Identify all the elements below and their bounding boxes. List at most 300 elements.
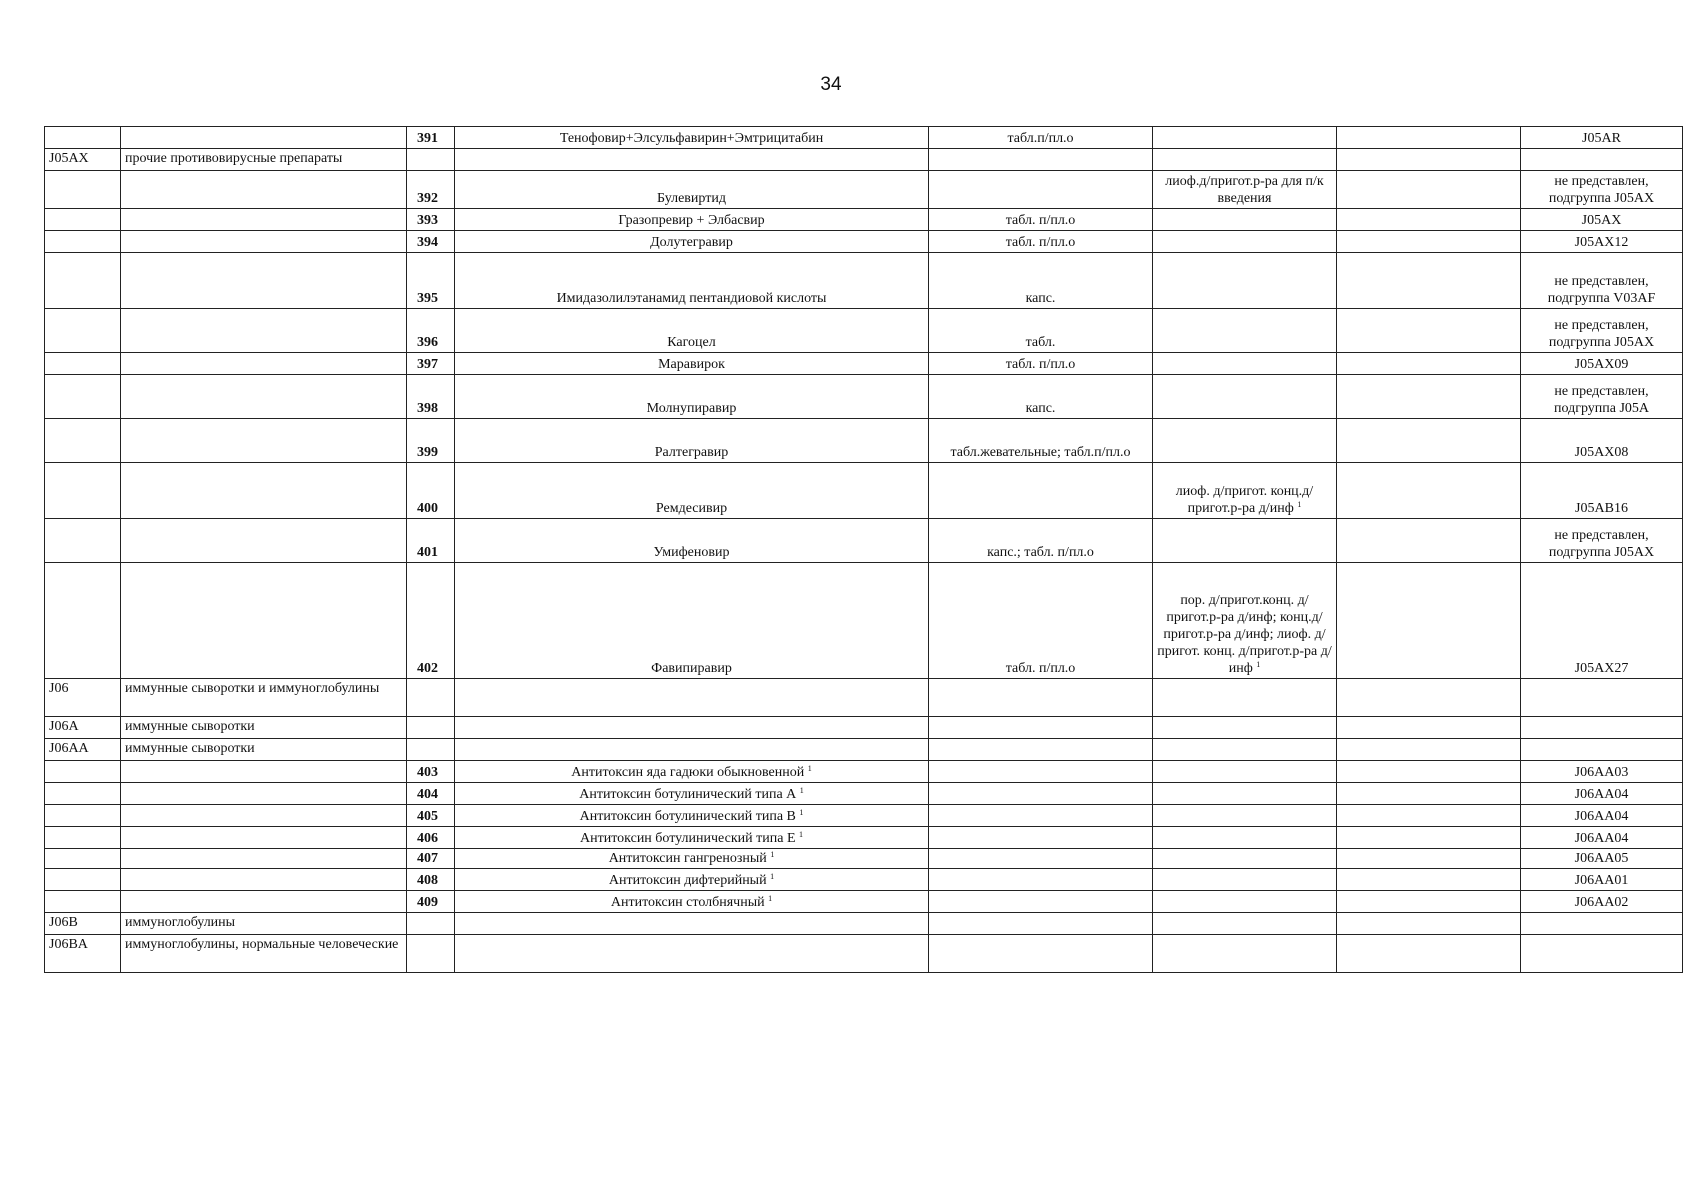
atx-text: J05AB16 (1575, 501, 1628, 516)
cell-code (45, 309, 121, 353)
cell-extra (1337, 171, 1521, 209)
cell-num (407, 805, 455, 827)
cell-name (455, 463, 929, 519)
cell-atx (1521, 805, 1683, 827)
atx-text: J05AX08 (1574, 445, 1629, 460)
cell-atx (1521, 171, 1683, 209)
group-text: иммунные сыворотки (125, 741, 255, 756)
cell-form2 (1153, 519, 1337, 563)
footnote-marker: 1 (770, 872, 775, 881)
cell-num (407, 783, 455, 805)
name-text: Кагоцел (667, 335, 716, 350)
cell-name (455, 739, 929, 761)
form-text: табл.п/пл.о (1007, 131, 1074, 146)
cell-form2 (1153, 739, 1337, 761)
cell-group (121, 717, 407, 739)
footnote-marker: 1 (768, 894, 773, 903)
name-text: Антитоксин столбнячный (610, 895, 765, 910)
cell-num (407, 127, 455, 149)
cell-atx (1521, 375, 1683, 419)
footnote-marker: 1 (799, 786, 804, 795)
cell-form (929, 563, 1153, 679)
cell-code (45, 563, 121, 679)
cell-form (929, 149, 1153, 171)
cell-form (929, 209, 1153, 231)
table-row (45, 209, 1683, 231)
code-text: J06B (49, 915, 78, 930)
cell-num (407, 253, 455, 309)
cell-form2 (1153, 309, 1337, 353)
cell-extra (1337, 231, 1521, 253)
cell-name (455, 717, 929, 739)
footnote-marker: 1 (1297, 500, 1302, 509)
num-text: 392 (417, 191, 438, 206)
cell-name (455, 913, 929, 935)
cell-num (407, 149, 455, 171)
cell-form (929, 171, 1153, 209)
cell-code (45, 717, 121, 739)
atx-text: J05AR (1582, 131, 1621, 146)
cell-atx (1521, 891, 1683, 913)
cell-extra (1337, 127, 1521, 149)
table-row (45, 519, 1683, 563)
num-text: 400 (417, 501, 438, 516)
group-text: иммуноглобулины (125, 915, 236, 930)
cell-form2 (1153, 679, 1337, 717)
cell-form (929, 739, 1153, 761)
cell-extra (1337, 717, 1521, 739)
cell-form (929, 869, 1153, 891)
cell-num (407, 913, 455, 935)
cell-num (407, 869, 455, 891)
group-text: иммуноглобулины, нормальные человеческие (125, 937, 399, 952)
table-row (45, 149, 1683, 171)
name-text: Антитоксин ботулинический типа В (579, 809, 796, 824)
cell-form2 (1153, 127, 1337, 149)
cell-name (455, 679, 929, 717)
cell-code (45, 869, 121, 891)
cell-atx (1521, 827, 1683, 849)
group-text: иммунные сыворотки и иммуноглобулины (125, 681, 380, 696)
cell-atx (1521, 563, 1683, 679)
cell-code (45, 419, 121, 463)
cell-atx (1521, 253, 1683, 309)
cell-atx (1521, 869, 1683, 891)
name-text: Имидазолилэтанамид пентандиовой кислоты (556, 291, 827, 306)
cell-group (121, 253, 407, 309)
cell-group (121, 231, 407, 253)
cell-name (455, 827, 929, 849)
table-body (45, 127, 1683, 973)
table-row (45, 761, 1683, 783)
cell-extra (1337, 739, 1521, 761)
cell-code (45, 149, 121, 171)
cell-group (121, 309, 407, 353)
num-text: 393 (417, 213, 438, 228)
cell-num (407, 827, 455, 849)
cell-num (407, 419, 455, 463)
cell-atx (1521, 127, 1683, 149)
cell-extra (1337, 827, 1521, 849)
cell-num (407, 463, 455, 519)
name-text: Ремдесивир (655, 501, 728, 516)
cell-extra (1337, 519, 1521, 563)
cell-group (121, 869, 407, 891)
cell-form (929, 309, 1153, 353)
num-text: 403 (417, 765, 438, 780)
table-row (45, 849, 1683, 869)
cell-group (121, 739, 407, 761)
cell-num (407, 171, 455, 209)
cell-code (45, 519, 121, 563)
cell-group (121, 783, 407, 805)
cell-form (929, 231, 1153, 253)
table-row (45, 127, 1683, 149)
cell-form (929, 679, 1153, 717)
cell-atx (1521, 463, 1683, 519)
atx-text: не представлен, подгруппа J05A (1553, 384, 1650, 416)
name-text: Ралтегравир (654, 445, 729, 460)
cell-form2 (1153, 253, 1337, 309)
cell-extra (1337, 805, 1521, 827)
cell-group (121, 827, 407, 849)
cell-form2 (1153, 761, 1337, 783)
cell-extra (1337, 463, 1521, 519)
num-text: 399 (417, 445, 438, 460)
cell-form2 (1153, 171, 1337, 209)
cell-code (45, 913, 121, 935)
table-row (45, 679, 1683, 717)
num-text: 405 (417, 809, 438, 824)
cell-group (121, 935, 407, 973)
cell-code (45, 827, 121, 849)
cell-form2 (1153, 935, 1337, 973)
cell-group (121, 805, 407, 827)
cell-group (121, 891, 407, 913)
num-text: 396 (417, 335, 438, 350)
cell-atx (1521, 309, 1683, 353)
cell-num (407, 679, 455, 717)
cell-group (121, 563, 407, 679)
cell-num (407, 519, 455, 563)
atx-text: J05AX (1581, 213, 1622, 228)
cell-num (407, 849, 455, 869)
cell-atx (1521, 149, 1683, 171)
name-text: Долутегравир (650, 235, 733, 250)
cell-name (455, 761, 929, 783)
cell-atx (1521, 353, 1683, 375)
atx-text: не представлен, подгруппа J05AX (1548, 174, 1655, 206)
atx-text: не представлен, подгруппа J05AX (1548, 318, 1655, 350)
cell-form (929, 805, 1153, 827)
cell-form2 (1153, 209, 1337, 231)
cell-code (45, 935, 121, 973)
cell-name (455, 849, 929, 869)
cell-form (929, 891, 1153, 913)
name-text: Антитоксин ботулинический типа Е (580, 831, 796, 846)
cell-atx (1521, 419, 1683, 463)
code-text: J06 (49, 681, 69, 696)
cell-form2 (1153, 849, 1337, 869)
cell-atx (1521, 739, 1683, 761)
cell-form (929, 827, 1153, 849)
cell-form2 (1153, 805, 1337, 827)
cell-name (455, 891, 929, 913)
cell-form2 (1153, 419, 1337, 463)
cell-group (121, 209, 407, 231)
cell-extra (1337, 891, 1521, 913)
cell-name (455, 171, 929, 209)
table-row (45, 231, 1683, 253)
cell-num (407, 739, 455, 761)
atx-text: J06AA04 (1574, 787, 1629, 802)
cell-name (455, 935, 929, 973)
name-text: Антитоксин гангренозный (608, 851, 767, 866)
cell-form2 (1153, 231, 1337, 253)
cell-group (121, 679, 407, 717)
name-text: Фавипиравир (651, 661, 732, 676)
form-text: табл.жевательные; табл.п/пл.о (950, 445, 1131, 460)
group-text: прочие противовирусные препараты (125, 151, 343, 166)
cell-num (407, 891, 455, 913)
num-text: 407 (417, 851, 438, 866)
form2-text: лиоф.д/пригот.р-ра для п/к введения (1165, 174, 1324, 206)
cell-form (929, 375, 1153, 419)
cell-extra (1337, 253, 1521, 309)
table-row (45, 913, 1683, 935)
table-row (45, 805, 1683, 827)
cell-form (929, 849, 1153, 869)
cell-form (929, 761, 1153, 783)
cell-group (121, 761, 407, 783)
cell-extra (1337, 761, 1521, 783)
form-text: капс. (1025, 401, 1056, 416)
atx-text: J06AA03 (1574, 765, 1629, 780)
cell-code (45, 375, 121, 419)
table-row (45, 563, 1683, 679)
form2-text: пор. д/пригот.конц. д/пригот.р-ра д/инф; конц.д/пригот.р-ра д/инф; лиоф. д/пригот. конц. д/пригот.р-ра д/инф (1157, 593, 1332, 676)
cell-name (455, 353, 929, 375)
name-text: Антитоксин яда гадюки обыкновенной (571, 765, 805, 780)
cell-extra (1337, 935, 1521, 973)
form-text: капс.; табл. п/пл.о (987, 545, 1094, 560)
num-text: 397 (417, 357, 438, 372)
code-text: J06AA (49, 741, 89, 756)
cell-group (121, 463, 407, 519)
page-number: 34 (820, 74, 842, 95)
name-text: Антитоксин ботулинический типа А (579, 787, 797, 802)
form-text: табл. п/пл.о (1005, 235, 1076, 250)
cell-name (455, 375, 929, 419)
cell-code (45, 849, 121, 869)
code-text: J06A (49, 719, 79, 734)
num-text: 409 (417, 895, 438, 910)
cell-code (45, 353, 121, 375)
footnote-marker: 1 (807, 764, 812, 773)
cell-name (455, 419, 929, 463)
cell-form2 (1153, 783, 1337, 805)
atx-text: J06AA04 (1574, 809, 1629, 824)
num-text: 398 (417, 401, 438, 416)
cell-code (45, 805, 121, 827)
cell-atx (1521, 679, 1683, 717)
footnote-marker: 1 (799, 830, 803, 839)
drug-table (44, 126, 1683, 973)
cell-code (45, 209, 121, 231)
num-text: 394 (417, 235, 438, 250)
cell-code (45, 127, 121, 149)
num-text: 402 (417, 661, 438, 676)
cell-name (455, 127, 929, 149)
cell-group (121, 149, 407, 171)
cell-form (929, 783, 1153, 805)
cell-group (121, 353, 407, 375)
cell-atx (1521, 209, 1683, 231)
table-row (45, 309, 1683, 353)
cell-num (407, 717, 455, 739)
cell-extra (1337, 209, 1521, 231)
cell-num (407, 563, 455, 679)
cell-num (407, 935, 455, 973)
atx-text: J06AA05 (1574, 851, 1629, 866)
cell-form2 (1153, 827, 1337, 849)
atx-text: J05AX27 (1574, 661, 1629, 676)
table-row (45, 463, 1683, 519)
atx-text: J06AA02 (1574, 895, 1629, 910)
form-text: табл. п/пл.о (1005, 661, 1076, 676)
cell-num (407, 231, 455, 253)
table-row (45, 717, 1683, 739)
cell-atx (1521, 913, 1683, 935)
table-row (45, 353, 1683, 375)
cell-extra (1337, 913, 1521, 935)
num-text: 391 (417, 131, 438, 146)
cell-extra (1337, 375, 1521, 419)
table-row (45, 783, 1683, 805)
table-row (45, 869, 1683, 891)
cell-atx (1521, 849, 1683, 869)
cell-name (455, 209, 929, 231)
table-row (45, 827, 1683, 849)
code-text: J06BA (49, 937, 88, 952)
cell-name (455, 309, 929, 353)
cell-name (455, 563, 929, 679)
cell-group (121, 849, 407, 869)
cell-extra (1337, 353, 1521, 375)
cell-atx (1521, 519, 1683, 563)
table-row (45, 171, 1683, 209)
cell-num (407, 209, 455, 231)
cell-form2 (1153, 869, 1337, 891)
cell-form2 (1153, 353, 1337, 375)
cell-extra (1337, 309, 1521, 353)
name-text: Гразопревир + Элбасвир (618, 213, 765, 228)
cell-code (45, 783, 121, 805)
cell-group (121, 127, 407, 149)
cell-name (455, 231, 929, 253)
cell-num (407, 375, 455, 419)
num-text: 395 (417, 291, 438, 306)
table-row (45, 253, 1683, 309)
cell-extra (1337, 783, 1521, 805)
name-text: Антитоксин дифтерийный (608, 873, 767, 888)
form-text: табл. п/пл.о (1005, 213, 1076, 228)
cell-extra (1337, 149, 1521, 171)
cell-form (929, 253, 1153, 309)
cell-group (121, 519, 407, 563)
cell-form2 (1153, 563, 1337, 679)
cell-name (455, 805, 929, 827)
footnote-marker: 1 (770, 850, 775, 859)
cell-form (929, 913, 1153, 935)
cell-code (45, 891, 121, 913)
name-text: Умифеновир (653, 545, 730, 560)
cell-atx (1521, 783, 1683, 805)
code-text: J05AX (49, 151, 89, 166)
table-row (45, 739, 1683, 761)
cell-name (455, 869, 929, 891)
cell-atx (1521, 231, 1683, 253)
cell-code (45, 253, 121, 309)
cell-form2 (1153, 463, 1337, 519)
footnote-marker: 1 (799, 808, 804, 817)
cell-form2 (1153, 891, 1337, 913)
cell-form (929, 353, 1153, 375)
cell-atx (1521, 761, 1683, 783)
cell-code (45, 171, 121, 209)
cell-atx (1521, 935, 1683, 973)
table-row (45, 419, 1683, 463)
cell-form (929, 519, 1153, 563)
name-text: Молнупиравир (646, 401, 737, 416)
name-text: Тенофовир+Элсульфавирин+Эмтрицитабин (559, 131, 824, 146)
cell-atx (1521, 717, 1683, 739)
cell-code (45, 739, 121, 761)
form-text: табл. п/пл.о (1005, 357, 1076, 372)
cell-name (455, 149, 929, 171)
group-text: иммунные сыворотки (125, 719, 255, 734)
name-text: Маравирок (658, 357, 725, 372)
cell-form (929, 935, 1153, 973)
cell-num (407, 309, 455, 353)
cell-group (121, 913, 407, 935)
cell-form (929, 717, 1153, 739)
atx-text: J06AA04 (1574, 831, 1629, 846)
cell-code (45, 463, 121, 519)
num-text: 401 (417, 545, 438, 560)
num-text: 406 (417, 831, 438, 846)
cell-form2 (1153, 913, 1337, 935)
cell-form (929, 463, 1153, 519)
atx-text: J06AA01 (1574, 873, 1629, 888)
cell-num (407, 353, 455, 375)
atx-text: не представлен, подгруппа J05AX (1548, 528, 1655, 560)
table-row (45, 935, 1683, 973)
form-text: табл. (1025, 335, 1056, 350)
cell-num (407, 761, 455, 783)
table-row (45, 375, 1683, 419)
cell-extra (1337, 419, 1521, 463)
cell-code (45, 679, 121, 717)
form-text: капс. (1025, 291, 1056, 306)
table-row (45, 891, 1683, 913)
cell-form2 (1153, 717, 1337, 739)
form2-text: лиоф. д/пригот. конц.д/пригот.р-ра д/инф (1175, 484, 1314, 516)
atx-text: не представлен, подгруппа V03AF (1547, 274, 1656, 306)
cell-name (455, 783, 929, 805)
cell-code (45, 761, 121, 783)
cell-group (121, 171, 407, 209)
